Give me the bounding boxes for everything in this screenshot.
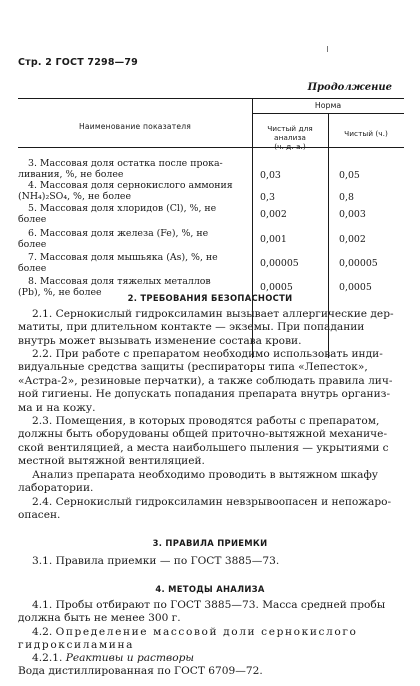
text-line [18,626,404,639]
paragraph-2-4 [18,496,404,523]
text-line: опасен. [18,509,61,522]
row-value-pure: 0,00005 [339,258,378,269]
section-heading-methods: 4. МЕТОДЫ АНАЛИЗА [155,584,265,594]
row-value-pure: 0,05 [339,170,360,181]
clause-number: 4.2. [32,626,53,638]
section-heading-safety: 2. ТРЕБОВАНИЯ БЕЗОПАСНОСТИ [127,293,293,303]
row-name-line: 6. Массовая доля железа (Fe), %, не [28,228,209,239]
row-name-line: 4. Массовая доля сернокислого аммония [28,180,233,191]
paragraph-4-1 [18,599,404,626]
row-name-line: 7. Массовая доля мышьяка (As), %, не [28,252,218,263]
paragraph-4-2-1 [18,652,404,679]
row-name-line: 8. Массовая доля тяжелых металлов [28,276,211,287]
text-line [18,652,404,665]
row-value-pure-analysis: 0,001 [260,234,287,245]
text-line: 2.4. Сернокислый гидроксиламин невзрывоопасен и непожаро- [32,496,392,508]
text-line: 4.1. Пробы отбирают по ГОСТ 3885—73. Масса средней пробы [32,599,386,611]
text-line: ской вентиляцией, а места наибольшего пыления — укрытиями с [18,441,389,454]
scan-mark [327,46,328,52]
text-line: внутрь может вызывать изменение состава крови. [18,334,302,347]
paragraph-2-2 [18,348,404,415]
paragraph-3-1 [18,555,404,568]
column-header-name: Наименование показателя [78,122,192,131]
row-value-pure-analysis: 0,3 [260,192,275,203]
row-name-line: (NH₄)₂SO₄, %, не более [18,190,132,202]
column-header-pure-analysis-line2: (ч. д. а.) [274,142,306,151]
text-line: 2.1. Сернокислый гидроксиламин вызывает аллергические дер- [32,308,394,320]
text-line: 2.3. Помещения, в которых проводятся работы с препаратом, [32,415,380,427]
row-value-pure: 0,0005 [339,282,372,293]
row-name-line: 3. Массовая доля остатка после прока- [28,158,223,169]
text-line: матиты, при длительном контакте — экземы. При попадании [18,321,365,334]
row-value-pure: 0,002 [339,234,366,245]
row-name-line: 5. Массовая доля хлоридов (Cl), %, не [28,203,217,214]
row-value-pure: 0,8 [339,192,354,203]
column-header-pure-analysis-line1: Чистый для анализа [267,124,313,142]
text-line: лаборатории. [18,482,94,495]
text-line: «Астра-2», резиновые перчатки), а также соблюдать правила лич- [18,374,393,387]
running-head: Стр. 2 ГОСТ 7298—79 [18,57,138,68]
text-line: ной гигиены. Не допускать попадания препарата внутрь организ- [18,388,391,401]
column-header-norm: Норма [314,101,342,110]
row-value-pure-analysis: 0,03 [260,170,281,181]
continuation-label: Продолжение [307,82,392,93]
row-value-pure-analysis: 0,0005 [260,282,293,293]
paragraph-2-1 [18,308,404,348]
row-name-line: более [18,262,47,274]
text-line: Анализ препарата необходимо проводить в вытяжном шкафу [32,469,378,481]
row-name-line: более [18,238,47,250]
text-line: видуальные средства защиты (респираторы типа «Лепесток», [18,361,368,374]
spaced-heading-text: гидроксиламина [18,639,135,652]
text-line: местной вытяжной вентиляцией. [18,455,205,468]
column-header-pure-analysis [252,124,328,151]
spaced-heading-text: Определение массовой доли сернокислого [55,626,358,638]
row-name-line: более [18,213,47,225]
text-line: 3.1. Правила приемки — по ГОСТ 3885—73. [32,555,280,567]
section-heading-acceptance: 3. ПРАВИЛА ПРИЕМКИ [152,538,268,548]
clause-number: 4.2.1. [32,652,63,664]
italic-subheading: Реактивы и растворы [65,652,194,664]
text-line: должны быть оборудованы общей приточно-вытяжной механиче- [18,428,388,441]
text-line: ма и на кожу. [18,401,96,414]
row-value-pure-analysis: 0,00005 [260,258,299,269]
row-name-line: ливания, %, не более [18,168,124,180]
row-name-line: (Pb), %, не более [18,286,102,298]
paragraph-4-2 [18,626,404,653]
column-header-pure: Чистый (ч.) [344,129,388,138]
row-value-pure-analysis: 0,002 [260,209,287,220]
text-line: Вода дистиллированная по ГОСТ 6709—72. [18,665,263,678]
row-value-pure: 0,003 [339,209,366,220]
text-line: должна быть не менее 300 г. [18,612,181,625]
paragraph-analysis-note [18,469,404,496]
text-line: 2.2. При работе с препаратом необходимо использовать инди- [32,348,383,360]
paragraph-2-3 [18,415,404,469]
